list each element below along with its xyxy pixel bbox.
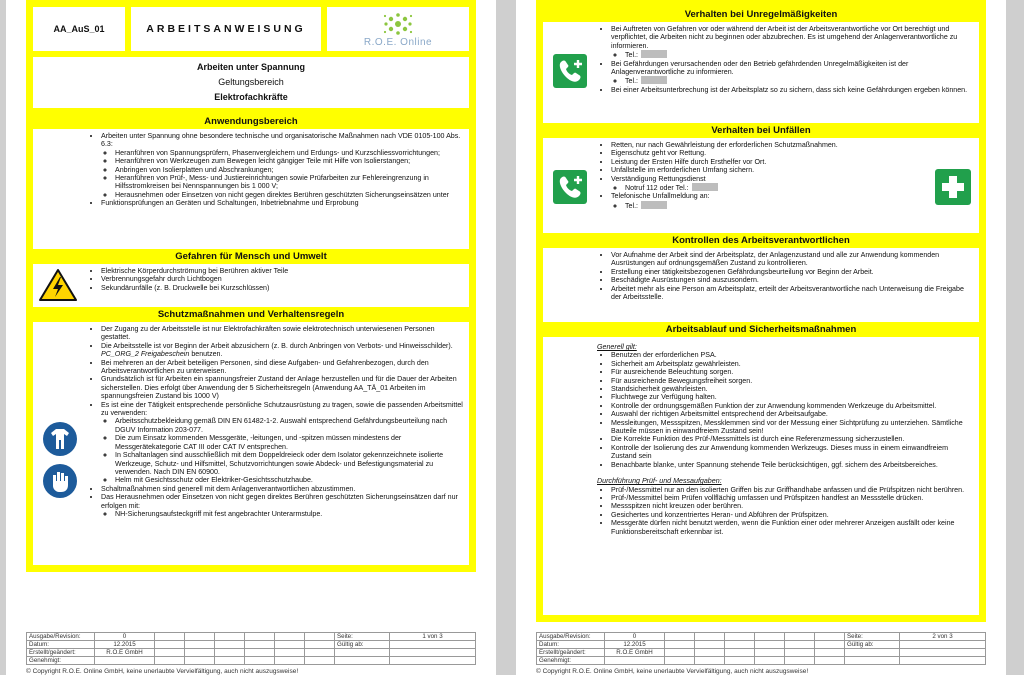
list-item: • Beschädigte Ausrüstungen sind auszusondern. [611,276,973,284]
list-item: • Vor Aufnahme der Arbeit sind der Arbeitsplatz, der Anlagenzustand und alle zur Anwendung kommenden Ausrüstungen auf ordnungsgemäßen Zustand zu kontrollieren. [611,251,973,268]
page-number: 2 von 3 [900,633,986,641]
doc-type: ARBEITSANWEISUNG [131,7,327,51]
list-item: • Arbeitet mehr als eine Person am Arbeitsplatz, erteilt der Arbeitsverantwortliche nach Unterweisung die Freigabe der Arbeitsstelle. [611,285,973,302]
emergency-phone-icon [553,54,587,88]
section-heading-anwendung: Anwendungsbereich [33,114,469,129]
list-item: • Grundsätzlich ist für Arbeiten ein spannungsfreier Zustand der Anlage herzustellen und für die Dauer der Arbeiten sicherstellen. Dies erfolgt über Anwendung der 5 Sicherheitsregeln (Anwendung AA_TÄ_01 Arbeiten im spannungsfreien Zustand bis 1000 V) [101,375,463,400]
list-item: • Der Zugang zu der Arbeitsstelle ist nur Elektrofachkräften sowie elektrotechnisch unterwiesenen Personen gestattet. [101,325,463,342]
list-item: ◦ Heranführen von Prüf-, Mess- und Justiereinrichtungen sowie Prüfarbeiten zur Fehlereingrenzung in Hilfsstromkreisen bei Nennspannungen bis 1 000 V; [115,174,463,191]
scope-value: Elektrofachkräfte [214,92,288,102]
list-item: • Funktionsprüfungen an Geräten und Schaltungen, Inbetriebnahme und Erprobung [101,199,463,207]
section-heading-ablauf: Arbeitsablauf und Sicherheitsmaßnahmen [543,322,979,337]
list-item: • Erstellung einer tätigkeitsbezogenen Gefährdungsbeurteilung vor Beginn der Arbeit. [611,268,973,276]
list-item: • Leistung der Ersten Hilfe durch Ersthelfer vor Ort. [611,158,973,166]
protective-gloves-icon [43,464,77,498]
protective-clothing-icon [43,422,77,456]
section-anwendung [33,129,469,249]
list-item: • Auswahl der richtigen Arbeitsmittel entsprechend der Arbeitsaufgabe. [611,410,973,418]
list-item: • Bei Gefährdungen verursachenden oder den Betrieb gefährdenden Unregelmäßigkeiten ist der Anlagenverantwortliche zu informieren. [611,60,973,77]
list-item: ◦ Herausnehmen oder Einsetzen von nicht gegen direktes Berühren geschützten Sicherungseinsätzen unter [115,191,463,199]
section-heading-schutz: Schutzmaßnahmen und Verhaltensregeln [33,307,469,322]
list-item: • Sekundärunfälle (z. B. Druckwelle bei Kurzschlüssen) [101,284,463,292]
page-2 [516,0,1006,675]
section-ablauf [543,337,979,629]
list-item: • Bei mehreren an der Arbeit beteiligen Personen, sind diese Aufgaben- und Gefahrenbezogen, durch den Arbeitsverantwortlichen zu unterweisen. [101,359,463,376]
emergency-phone-icon [553,170,587,204]
logo [327,7,469,51]
list-item: • Telefonische Unfallmeldung an: [611,192,973,200]
list-item: ◦ Helm mit Gesichtsschutz oder Elektriker-Gesichtsschutzhaube. [115,476,463,484]
section-heading-unfall: Verhalten bei Unfällen [543,123,979,138]
list-item: • Kontrolle der ordnungsgemäßen Funktion der zur Anwendung kommenden Werkzeuge du Arbeitsmittel. [611,402,973,410]
list-item: • Es ist eine der Tätigkeit entsprechende persönliche Schutzausrüstung zu tragen, sowie die passenden Arbeitsmittel zu verwenden: [101,401,463,418]
list-item: ◦ Anbringen von Isolierplatten und Abschrankungen; [115,166,463,174]
list-item: • Messspitzen nicht kreuzen oder berühren. [611,502,973,510]
list-item: ◦ Heranführen von Werkzeugen zum Bewegen leicht gängiger Teile mit Hilfe von Isolierstangen; [115,157,463,165]
page-footer: Ausgabe/Revision: 0 Seite: 2 von 3 Datum: 12.2015 Gültig ab: Erstellt/geändert: R.O.E GmbH Genehmigt: [536,632,986,665]
list-item: • Verbrennungsgefahr durch Lichtbogen [101,275,463,283]
list-item: • Die Korrekte Funktion des Prüf-/Messmittels ist durch eine Referenzmessung sicherzustellen. [611,435,973,443]
title-block [33,57,469,114]
list-item: • Kontrolle der Isolierung des zur Anwendung kommenden Werkzeugs. Dieses muss in einem einwandfreiem Zustand sein [611,444,973,461]
list-item: • Das Herausnehmen oder Einsetzen von nicht gegen direktes Berühren geschützten Sicherungseinsätzen darf nur erfolgen mit: [101,493,463,510]
list-item: ◦ Tel.: [625,201,973,210]
list-item: • Gesichertes und konzentriertes Heran- und Abführen der Prüfspitzen. [611,511,973,519]
electrical-hazard-icon [39,268,77,302]
page-1 [6,0,496,675]
section-unregel [543,22,979,123]
list-item: • Retten, nur nach Gewährleistung der erforderlichen Schutzmaßnahmen. [611,141,973,149]
list-item: • Benutzen der erforderlichen PSA. [611,351,973,359]
subheading: Durchführung Prüf- und Messaufgaben: [597,477,722,486]
list-item: • Messgeräte dürfen nicht benutzt werden, wenn die Funktion einer oder mehrerer Anzeigen ausfällt oder keine Funktionsbereitschaft erkennbar ist. [611,519,973,536]
doc-id: AA_AuS_01 [33,7,131,51]
redacted-phone [692,183,718,191]
list-item: • Für ausreichende Beleuchtung sorgen. [611,368,973,376]
list-item: • Für ausreichende Bewegungsfreiheit sorgen. [611,377,973,385]
redacted-phone [641,76,667,84]
list-item: • Schaltmaßnahmen sind generell mit dem Anlagenverantwortlichen abzustimmen. [101,485,463,493]
list-item: ◦ Die zum Einsatz kommenden Messgeräte, -leitungen, und -spitzen müssen mindestens der Messgerätekategorie CAT III oder CAT IV entsprechen. [115,434,463,451]
section-schutz [33,322,469,562]
list-item: • Fluchtwege zur Verfügung halten. [611,393,973,401]
list-item: ◦ NH-Sicherungsaufsteckgriff mit fest angebrachter Unterarmstulpe. [115,510,463,518]
page-number: 1 von 3 [390,633,476,641]
logo-icon [381,11,415,37]
copyright: © Copyright R.O.E. Online GmbH, keine unerlaubte Vervielfältigung, auch nicht auszugsweise! [536,668,809,675]
list-item: • Messleitungen, Messspitzen, Messklemmen sind vor der Messung einer Sichtprüfung zu unterziehen. Sämtliche Bauteile müssen in einwandfreiem Zustand sein! [611,419,973,436]
list-item: • Eigenschutz geht vor Rettung. [611,149,973,157]
list-item: • Bei Auftreten von Gefahren vor oder während der Arbeit ist der Arbeitsverantwortliche vor Ort berechtigt und verpflichtet, die Arbeiten nicht zu beginnen oder abzubrechen. Es ist umgehend der Anlagenverantwortliche zu informieren. [611,25,973,50]
list-item: • Prüf-/Messmittel nur an den isolierten Griffen bis zur Griffhandhabe anfassen und die Prüfspitzen nicht berühren. [611,486,973,494]
list-item: ◦ Heranführen von Spannungsprüfern, Phasenvergleichern und Erdungs- und Kurzschliessvorrichtungen; [115,149,463,157]
page-title: Arbeiten unter Spannung [197,62,305,72]
section-gefahren [33,264,469,307]
logo-text: R.O.E. Online [363,36,433,48]
page-footer: Ausgabe/Revision: 0 Seite: 1 von 3 Datum: 12.2015 Gültig ab: Erstellt/geändert: R.O.E GmbH Genehmigt: [26,632,476,665]
list-item: ◦ Notruf 112 oder Tel.: [625,183,973,192]
redacted-phone [641,50,667,58]
redacted-phone [641,201,667,209]
list-item: • Unfallstelle im erforderlichen Umfang sichern. [611,166,973,174]
list-item: • Verständigung Rettungsdienst [611,175,973,183]
list-item: ◦ Tel.: [625,76,973,85]
section-heading-unregel: Verhalten bei Unregelmäßigkeiten [543,7,979,22]
list-item: ◦ Arbeitsschutzbekleidung gemäß DIN EN 61482-1-2. Auswahl entsprechend Gefährdungsbeurteilung nach DGUV Information 203-077. [115,417,463,434]
list-item: • Bei einer Arbeitsunterbrechung ist der Arbeitsplatz so zu sichern, dass sich keine Gefährdungen ergeben können. [611,86,973,94]
list-item: • Benachbarte blanke, unter Spannung stehende Teile berücksichtigen, ggf. sichern des Arbeitsbereiches. [611,461,973,469]
section-kontrolle [543,248,979,322]
list-item: • Prüf-/Messmittel beim Prüfen vollflächig umfassen und Prüfspitzen handfest an Messstelle drücken. [611,494,973,502]
scope-label: Geltungsbereich [218,77,284,87]
list-item: • Sicherheit am Arbeitsplatz gewährleisten. [611,360,973,368]
list-item: • Elektrische Körperdurchströmung bei Berühren aktiver Teile [101,267,463,275]
page-1-frame [26,0,476,572]
section-heading-kontrolle: Kontrollen des Arbeitsverantwortlichen [543,233,979,248]
list-item: • Standsicherheit gewährleisten. [611,385,973,393]
page-2-frame [536,0,986,622]
document-header [33,7,469,57]
list-item: ◦ In Schaltanlagen sind ausschließlich mit dem Doppeldreieck oder dem Isolator gekennzeichnete isolierte Werkzeuge, Schutz- und Hilfsmittel, Schutzvorrichtungen sowie Abdeck- und Befestigungsmaterial zu verwenden. Nach DIN EN 60900. [115,451,463,476]
copyright: © Copyright R.O.E. Online GmbH, keine unerlaubte Vervielfältigung, auch nicht auszugsweise! [26,668,299,675]
list-item: • Die Arbeitsstelle ist vor Beginn der Arbeit abzusichern (z. B. durch Anbringen von Verbots- und Hinweisschilder). PC_ORG_2 Freigabeschein benutzen. [101,342,463,359]
list-item: • Arbeiten unter Spannung ohne besondere technische und organisatorische Maßnahmen nach VDE 0105-100 Abs. 6.3: [101,132,463,149]
subheading: Generell gilt: [597,343,637,351]
section-unfall [543,138,979,233]
first-aid-icon [935,169,971,205]
section-heading-gefahren: Gefahren für Mensch und Umwelt [33,249,469,264]
list-item: ◦ Tel.: [625,50,973,59]
